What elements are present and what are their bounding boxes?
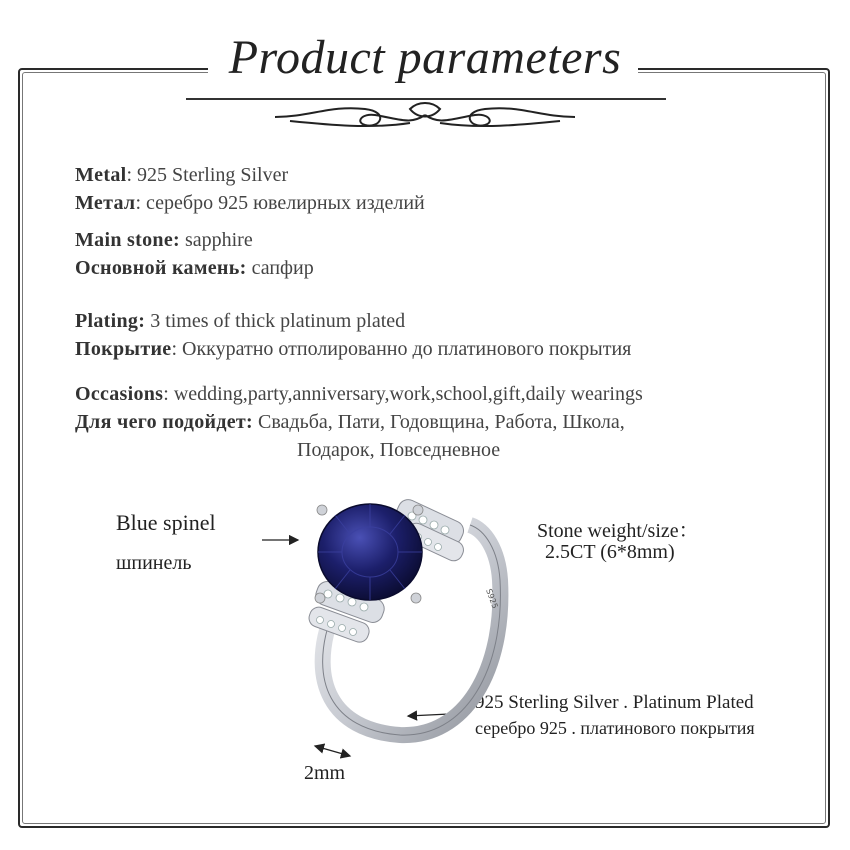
spec-label: Основной камень: bbox=[75, 257, 247, 279]
metal-label-ru: серебро 925 . платинового покрытия bbox=[475, 718, 755, 738]
spec-label: Plating: bbox=[75, 310, 146, 332]
stone-weight-value: 2.5CT (6*8mm) bbox=[545, 541, 675, 563]
spec-label: Metal bbox=[75, 164, 127, 186]
ring-illustration bbox=[290, 490, 520, 750]
band-width-label: 2mm bbox=[304, 762, 346, 784]
spec-value: sapphire bbox=[179, 229, 253, 251]
page-title: Product parameters bbox=[228, 31, 622, 84]
spec-value: : Оккуратно отполированно до платинового покрытия bbox=[171, 338, 632, 360]
spec-label: Для чего подойдет: bbox=[75, 411, 254, 433]
hallmark-text: S925 bbox=[484, 587, 500, 610]
spec-occasions-ru-continued: Подарок, Повседневное bbox=[297, 439, 501, 461]
spec-value: Свадьба, Пати, Годовщина, Работа, Школа, bbox=[253, 411, 625, 433]
stone-label-en: Blue spinel bbox=[116, 510, 216, 535]
spec-value: : wedding,party,anniversary,work,school,gift,daily wearings bbox=[163, 383, 643, 405]
spec-label: Покрытие bbox=[75, 338, 172, 360]
spec-value: сапфир bbox=[246, 257, 314, 279]
spec-value: 3 times of thick platinum plated bbox=[145, 310, 406, 332]
stone-label-ru: шпинель bbox=[116, 552, 192, 574]
spec-value: : 925 Sterling Silver bbox=[126, 164, 289, 186]
stone-weight-label: Stone weight/size： bbox=[537, 520, 699, 542]
spec-label: Метал bbox=[75, 192, 136, 214]
spec-label: Main stone: bbox=[75, 229, 180, 251]
spec-value: : серебро 925 ювелирных изделий bbox=[135, 192, 425, 214]
spec-label: Occasions bbox=[75, 383, 164, 405]
metal-label-en: 925 Sterling Silver . Platinum Plated bbox=[475, 692, 754, 713]
